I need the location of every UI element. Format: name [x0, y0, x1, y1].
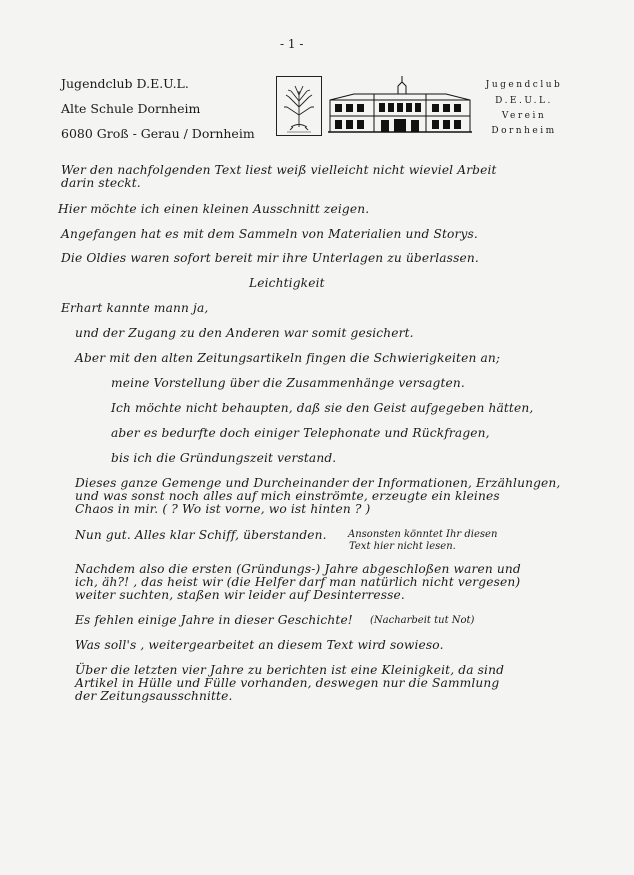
club-name: Jugendclub D.E.U.L. [61, 76, 189, 91]
stamp-line-1: Jugendclub [485, 80, 563, 90]
school-building-illustration [328, 76, 472, 134]
side-note: Text hier nicht lesen. [349, 541, 456, 552]
text-line: Die Oldies waren sofort bereit mir ihre Unterlagen zu überlassen. [61, 251, 479, 265]
text-line: Wer den nachfolgenden Text liest weiß vielleicht nicht wieviel Arbeit [61, 163, 497, 177]
text-line: weiter suchten, staßen wir leider auf Desinterresse. [75, 588, 405, 602]
text-line: aber es bedurfte doch einiger Telephonate und Rückfragen, [111, 426, 490, 440]
stamp-line-3: Verein [501, 111, 547, 121]
text-line: und was sonst noch alles auf mich einströmte, erzeugte ein kleines [75, 489, 500, 503]
text-line: Ich möchte nicht behaupten, daß sie den Geist aufgegeben hätten, [111, 401, 534, 415]
text-line: Hier möchte ich einen kleinen Ausschnitt zeigen. [58, 202, 370, 216]
text-line: Über die letzten vier Jahre zu berichten ist eine Kleinigkeit, da sind [75, 663, 505, 677]
page-number: - 1 - [280, 37, 304, 51]
text-line: Dieses ganze Gemenge und Durcheinander der Informationen, Erzählungen, [75, 476, 561, 490]
text-line: Artikel in Hülle und Fülle vorhanden, deswegen nur die Sammlung [75, 676, 500, 690]
side-note: Ansonsten könntet Ihr diesen [348, 529, 498, 540]
text-line: Angefangen hat es mit dem Sammeln von Materialien und Storys. [61, 227, 478, 241]
text-line: ich, äh?! , das heist wir (die Helfer darf man natürlich nicht vergesen) [75, 575, 521, 589]
club-city: 6080 Groß - Gerau / Dornheim [61, 126, 255, 141]
text-line: Es fehlen einige Jahre in dieser Geschichte! [75, 613, 353, 627]
text-line: Erhart kannte mann ja, [61, 301, 209, 315]
stamp-line-2: D.E.U.L. [495, 96, 553, 106]
text-line: Nachdem also die ersten (Gründungs-) Jahre abgeschloßen waren und [75, 562, 521, 576]
tree-logo [276, 76, 322, 136]
text-line: der Zeitungsausschnitte. [75, 689, 233, 703]
text-line: bis ich die Gründungszeit verstand. [111, 451, 337, 465]
section-heading: Leichtigkeit [249, 276, 325, 290]
text-line: Aber mit den alten Zeitungsartikeln fingen die Schwierigkeiten an; [75, 351, 501, 365]
club-street: Alte Schule Dornheim [61, 101, 201, 116]
stamp-line-4: Dornheim [491, 126, 557, 136]
text-line: und der Zugang zu den Anderen war somit gesichert. [75, 326, 414, 340]
tree-icon [277, 77, 321, 135]
text-line: Was soll's , weitergearbeitet an diesem Text wird sowieso. [75, 638, 444, 652]
side-note: (Nacharbeit tut Not) [370, 615, 475, 626]
text-line: Chaos in mir. ( ? Wo ist vorne, wo ist hinten ? ) [75, 502, 371, 516]
text-line: meine Vorstellung über die Zusammenhänge versagten. [111, 376, 465, 390]
text-line: darin steckt. [61, 176, 141, 190]
text-line: Nun gut. Alles klar Schiff, überstanden. [75, 528, 327, 542]
